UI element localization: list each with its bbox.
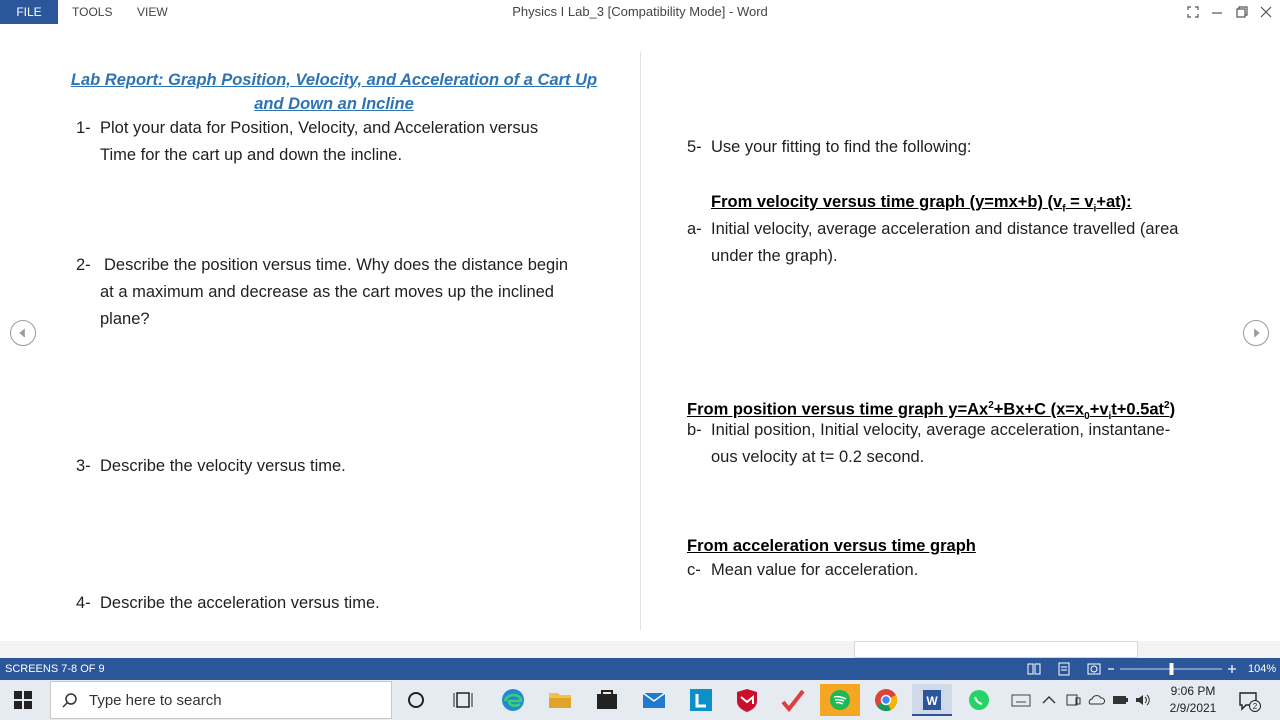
mail-icon[interactable] [634,684,674,716]
question-a [687,216,1237,270]
menu-tools[interactable]: TOOLS [72,5,113,19]
question-c [687,557,1237,584]
file-explorer-icon[interactable] [540,684,580,716]
search-icon [61,692,79,710]
taskbar-search-box[interactable] [50,681,392,719]
edge-browser-icon[interactable] [493,684,533,716]
word-app-icon[interactable] [912,684,952,716]
keyboard-icon[interactable] [1011,692,1031,708]
question-text: at a maximum and decrease as the cart moves up the inclined [100,283,554,301]
search-placeholder: Type here to search [89,692,222,709]
volume-icon[interactable] [1134,692,1152,708]
notification-count: 2 [1252,702,1258,711]
task-view-icon[interactable] [443,684,483,716]
zoom-in-icon [1228,665,1236,673]
question-3 [76,453,636,480]
clock-date: 2/9/2021 [1169,701,1217,715]
question-b [687,417,1237,471]
question-text: plane? [100,310,150,328]
windows-taskbar [0,680,1280,720]
minimize-icon[interactable] [1207,2,1227,22]
window-title: Physics I Lab_3 [Compatibility Mode] - Word [512,4,768,19]
device-icon[interactable] [1064,692,1082,708]
scrollbar-thumb[interactable] [854,641,1138,658]
question-text: Initial velocity, average acceleration and distance travelled (area [711,220,1179,238]
zoom-slider[interactable] [1106,658,1240,680]
question-4 [76,590,636,617]
clock-time: 9:06 PM [1170,684,1216,698]
svg-text:W: W [926,694,938,708]
velocity-graph-heading: From velocity versus time graph (y=mx+b) $(v_f = v_i+at)$: [711,193,1132,215]
position-graph-heading: From position versus time graph $y=Ax^2+Bx+C$ $(x=x_0+v_it+0.5at^2)$ [687,400,1176,422]
question-1 [76,115,636,169]
document-page-right [641,24,1241,642]
question-number: 3- [76,457,91,475]
close-icon[interactable] [1256,2,1276,22]
question-5 [687,134,1227,161]
question-number: 4- [76,594,91,612]
question-text: Describe the position versus time. Why does the distance begin [104,256,569,274]
onedrive-icon[interactable] [1087,692,1105,708]
pdf-app-icon[interactable] [773,684,813,716]
question-text: Mean value for acceleration. [711,561,919,579]
print-layout-icon[interactable] [1057,662,1071,676]
fullscreen-icon[interactable] [1183,2,1203,22]
question-text: under the graph). [711,247,838,265]
question-text: Time for the cart up and down the incline. [100,146,403,164]
chrome-icon[interactable] [866,684,906,716]
spotify-icon[interactable] [820,684,860,716]
question-text: Describe the acceleration versus time. [100,594,380,612]
read-mode-menubar [0,0,1280,24]
menu-file[interactable]: FILE [0,0,58,24]
question-text: ous velocity at t= 0.2 second. [711,448,925,466]
whatsapp-icon[interactable] [959,684,999,716]
lab-report-title [68,68,600,116]
lab-title-line-1: Lab Report: Graph Position, Velocity, and Acceleration of a Cart Up [70,71,598,89]
question-number: 2- [76,256,91,274]
show-hidden-icons-icon[interactable] [1040,692,1058,708]
question-text: Describe the velocity versus time. [100,457,346,475]
question-text: Plot your data for Position, Velocity, and Acceleration versus [100,119,539,137]
notifications-icon[interactable] [1237,689,1261,713]
question-text: Initial position, Initial velocity, average acceleration, instantane- [711,421,1171,439]
document-page-left [40,24,640,642]
question-number: c- [687,561,701,579]
question-text: Use your fitting to find the following: [711,138,972,156]
question-2 [76,252,636,333]
read-mode-icon[interactable] [1027,662,1041,676]
windows-start-icon[interactable] [14,691,32,709]
screen-counter: SCREENS 7-8 OF 9 [5,663,105,675]
zoom-slider-thumb[interactable] [1170,663,1174,675]
cortana-icon[interactable] [396,684,436,716]
status-bar [0,658,1280,680]
microsoft-store-icon[interactable] [587,684,627,716]
restore-icon[interactable] [1232,2,1252,22]
question-number: 1- [76,119,91,137]
menu-view[interactable]: VIEW [137,5,168,19]
mcafee-icon[interactable] [727,684,767,716]
lync-app-icon[interactable] [681,684,721,716]
question-number: b- [687,421,702,439]
lab-title-line-2: and Down an Incline [254,95,414,113]
zoom-level[interactable]: 104% [1248,663,1277,675]
battery-icon[interactable] [1111,692,1129,708]
question-number: a- [687,220,702,238]
web-layout-icon[interactable] [1087,662,1101,676]
next-screen-button[interactable] [1243,320,1269,346]
acceleration-graph-heading: From acceleration versus time graph [687,537,976,555]
question-number: 5- [687,138,702,156]
previous-screen-button[interactable] [10,320,36,346]
taskbar-clock[interactable] [1158,683,1228,717]
